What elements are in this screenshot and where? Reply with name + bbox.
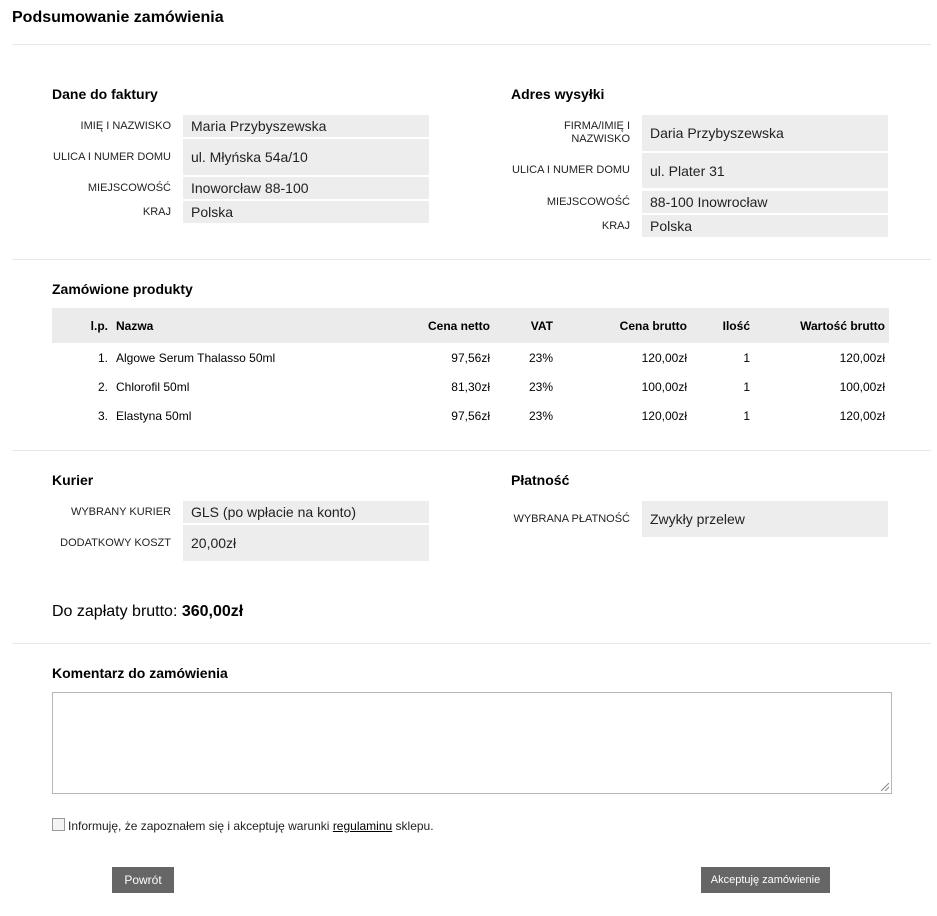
- shipping-name-value: Daria Przybyszewska: [642, 115, 888, 151]
- accept-order-button[interactable]: Akceptuję zamówienie: [701, 867, 830, 893]
- row-qty: 1: [743, 350, 750, 365]
- table-row: [52, 343, 889, 372]
- divider: [12, 450, 931, 451]
- payment-selected-row: [511, 501, 888, 537]
- total-value: 360,00zł: [181, 603, 244, 620]
- row-gross: 120,00zł: [641, 408, 687, 423]
- table-row: [52, 401, 889, 430]
- col-name-header: Nazwa: [116, 318, 154, 333]
- row-vat: 23%: [528, 379, 553, 394]
- invoice-name-value: Maria Przybyszewska: [183, 115, 429, 137]
- row-total: 120,00zł: [839, 408, 885, 423]
- invoice-city-value: Inoworcław 88-100: [183, 177, 429, 199]
- shipping-name-label: FIRMA/IMIĘ I NAZWISKO: [564, 120, 630, 145]
- terms-text: [68, 819, 434, 833]
- total-label: Do zapłaty brutto:: [52, 603, 178, 620]
- resize-grip-icon[interactable]: [881, 783, 889, 791]
- courier-selected-row: [52, 501, 429, 523]
- shipping-country-row: [511, 215, 888, 237]
- col-net-header: Cena netto: [427, 318, 490, 333]
- invoice-heading: Dane do faktury: [52, 86, 158, 102]
- row-vat: 23%: [528, 350, 553, 365]
- row-gross: 120,00zł: [641, 350, 687, 365]
- courier-selected-value: GLS (po wpłacie na konto): [183, 501, 429, 523]
- col-gross-header: Cena brutto: [619, 318, 687, 333]
- back-button[interactable]: Powrót: [112, 867, 174, 893]
- row-total: 100,00zł: [839, 379, 885, 394]
- terms-checkbox[interactable]: [52, 818, 65, 831]
- payment-selected-value: Zwykły przelew: [642, 501, 888, 537]
- shipping-street-row: [511, 153, 888, 188]
- col-lp-header: l.p.: [90, 318, 108, 333]
- courier-cost-row: [52, 525, 429, 561]
- invoice-country-label: KRAJ: [142, 205, 171, 218]
- shipping-heading: Adres wysyłki: [511, 86, 605, 102]
- row-net: 97,56zł: [451, 408, 490, 423]
- invoice-street-label: ULICA I NUMER DOMU: [53, 150, 171, 163]
- row-gross: 100,00zł: [641, 379, 687, 394]
- courier-selected-label: WYBRANY KURIER: [70, 505, 171, 518]
- terms-prefix: Informuję, że zapoznałem się i akceptuję warunki: [68, 819, 330, 833]
- invoice-name-label: IMIĘ I NAZWISKO: [80, 119, 171, 132]
- row-qty: 1: [743, 408, 750, 423]
- invoice-name-row: [52, 115, 429, 137]
- row-lp: 1.: [97, 350, 108, 365]
- products-heading: Zamówione produkty: [52, 281, 193, 297]
- terms-suffix: sklepu.: [395, 819, 434, 833]
- terms-link[interactable]: regulaminu: [332, 819, 393, 833]
- row-name: Chlorofil 50ml: [116, 379, 190, 394]
- row-name: Algowe Serum Thalasso 50ml: [116, 350, 276, 365]
- shipping-city-label: MIEJSCOWOŚĆ: [546, 195, 630, 208]
- col-vat-header: VAT: [530, 318, 553, 333]
- order-total: [52, 603, 243, 621]
- shipping-street-value: ul. Plater 31: [642, 153, 888, 188]
- shipping-country-label: KRAJ: [601, 219, 630, 232]
- divider: [12, 259, 931, 260]
- products-table: [52, 308, 889, 430]
- invoice-street-row: [52, 139, 429, 175]
- invoice-street-value: ul. Młyńska 54a/10: [183, 139, 429, 175]
- invoice-country-row: [52, 201, 429, 223]
- row-vat: 23%: [528, 408, 553, 423]
- row-net: 97,56zł: [451, 350, 490, 365]
- comment-heading: Komentarz do zamówienia: [52, 665, 228, 681]
- row-net: 81,30zł: [451, 379, 490, 394]
- invoice-city-label: MIEJSCOWOŚĆ: [87, 181, 171, 194]
- shipping-name-row: [511, 115, 888, 151]
- row-qty: 1: [743, 379, 750, 394]
- shipping-city-row: [511, 191, 888, 213]
- shipping-street-label: ULICA I NUMER DOMU: [512, 164, 630, 176]
- table-row: [52, 372, 889, 401]
- invoice-country-value: Polska: [183, 201, 429, 223]
- shipping-country-value: Polska: [642, 215, 888, 237]
- row-name: Elastyna 50ml: [116, 408, 192, 423]
- courier-cost-value: 20,00zł: [183, 525, 429, 561]
- courier-heading: Kurier: [52, 472, 94, 488]
- row-lp: 3.: [97, 408, 108, 423]
- table-header-row: [52, 308, 889, 343]
- page-title: Podsumowanie zamówienia: [12, 9, 224, 26]
- col-qty-header: Ilość: [722, 318, 750, 333]
- comment-textarea[interactable]: [52, 692, 892, 794]
- courier-cost-label: DODATKOWY KOSZT: [60, 536, 171, 549]
- divider: [12, 44, 931, 45]
- shipping-city-value: 88-100 Inowrocław: [642, 191, 888, 213]
- payment-heading: Płatność: [511, 472, 570, 488]
- row-total: 120,00zł: [839, 350, 885, 365]
- divider: [12, 643, 931, 644]
- payment-selected-label: WYBRANA PŁATNOŚĆ: [513, 512, 630, 525]
- invoice-city-row: [52, 177, 429, 199]
- row-lp: 2.: [97, 379, 108, 394]
- col-total-header: Wartość brutto: [800, 318, 885, 333]
